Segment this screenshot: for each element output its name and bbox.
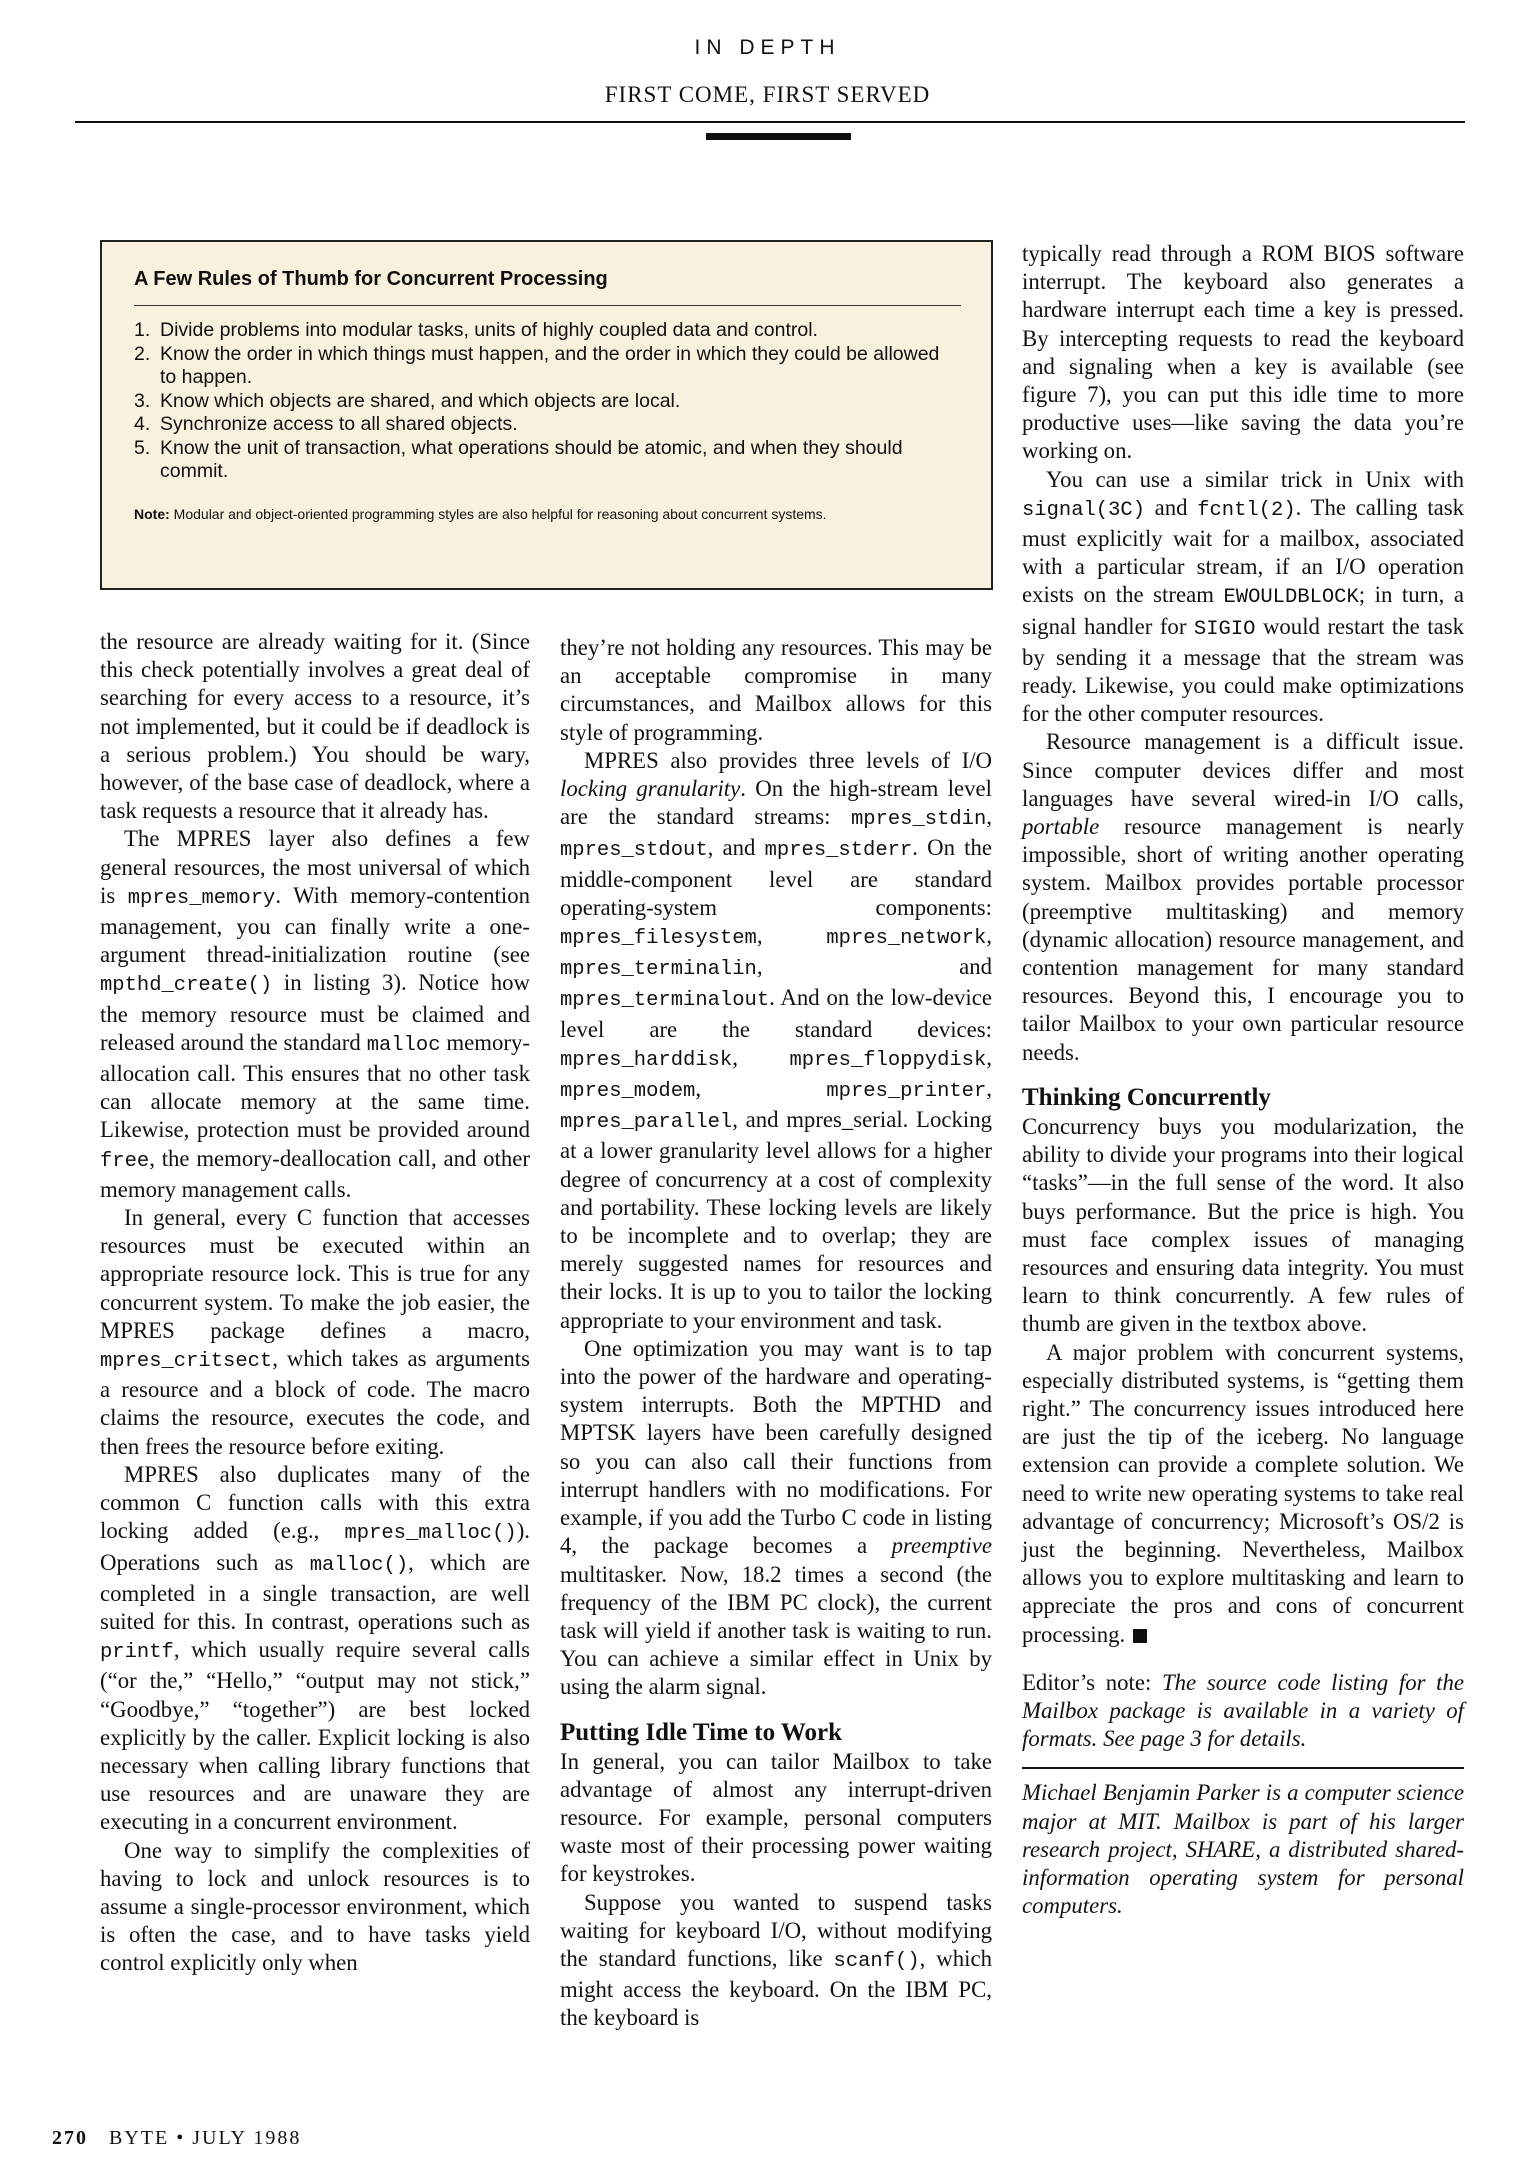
- issue-date: JULY 1988: [192, 2127, 302, 2149]
- header-rule: [75, 121, 1465, 123]
- article-column-2: [560, 634, 992, 2033]
- section-heading: Thinking Concurrently: [1022, 1083, 1271, 1111]
- editors-note: Editor’s note: The source code listing for the Mailbox package is available in a variety of formats. See page 3 for details.: [1022, 1669, 1464, 1752]
- running-headline: FIRST COME, FIRST SERVED: [604, 82, 931, 107]
- bio-divider: [1022, 1767, 1464, 1769]
- page-number: 270: [52, 2127, 88, 2149]
- rule-item: 5. Know the unit of transaction, what operations should be atomic, and when they should commit.: [134, 436, 903, 482]
- paragraph: typically read through a ROM BIOS software interrupt. The keyboard also generates a hardware interrupt each time a key is pressed. By intercepting requests to read the keyboard and signaling when a key is available (see figure 7), you can put this idle time to more productive uses—like saving the data you’re working on.: [1022, 241, 1464, 464]
- header-rule-accent: [706, 133, 851, 140]
- end-of-article-mark: [1133, 1629, 1147, 1643]
- rule-item: 1. Divide problems into modular tasks, units of highly coupled data and control.: [134, 319, 818, 341]
- rule-item: 4. Synchronize access to all shared objects.: [134, 413, 518, 435]
- rules-list: [134, 319, 961, 484]
- article-column-3: [1022, 240, 1464, 1920]
- paragraph: Concurrency buys you modularization, the ability to divide your programs into their logical “tasks”—in the full sense of the word. It also buys performance. But the price is high. You must face complex issues of managing resources and ensuring data integrity. You must learn to think concurrently. A few rules of thumb are given in the textbox above.: [1022, 1113, 1464, 1337]
- rule-item: 2. Know the order in which things must happen, and the order in which they could be allowed to happen.: [134, 342, 940, 388]
- paragraph: You can use a similar trick in Unix with signal(3C) and fcntl(2). The calling task must explicitly wait for a mailbox, associated with a particular stream, if an I/O operation exists on the stream EWOULDBLOCK; in turn, a signal handler for SIGIO would restart the task by sending it a message that the stream was ready. Likewise, you could make optimizations for the other computer resources.: [1022, 466, 1464, 727]
- article-column-1: [100, 628, 530, 1978]
- rules-of-thumb-textbox: [100, 240, 993, 590]
- textbox-divider: [134, 305, 961, 306]
- rule-item: 3. Know which objects are shared, and which objects are local.: [134, 389, 681, 412]
- paragraph: In general, you can tailor Mailbox to take advantage of almost any interrupt-driven resource. For example, personal computers waste most of their processing power waiting for keystrokes.: [560, 1748, 992, 1887]
- paragraph: In general, every C function that accesses resources must be executed within an appropriate resource lock. This is true for any concurrent system. To make the job easier, the MPRES package defines a macro, mpres_critsect, which takes as arguments a resource and a block of code. The macro claims the resource, executes the code, and then frees the resource before exiting.: [100, 1205, 530, 1459]
- page-folio: 270 BYTE • JULY 1988: [52, 2127, 302, 2149]
- paragraph: the resource are already waiting for it. (Since this check potentially involves a great deal of searching for every access to a resource, it’s not implemented, but it could be if deadlock is a serious problem.) You should be wary, however, of the base case of deadlock, where a task requests a resource that it already has.: [100, 629, 530, 824]
- magazine-name: BYTE: [109, 2127, 170, 2149]
- paragraph: Resource management is a difficult issue. Since computer devices differ and most languages have several wired-in I/O calls, portable resource management is nearly impossible, short of writing another operating system. Mailbox provides portable processor (preemptive multitasking) and memory (dynamic allocation) resource management, and contention management for many standard resources. Beyond this, I encourage you to tailor Mailbox to your own particular resource needs.: [1022, 729, 1464, 1065]
- textbox-note: Note: Modular and object-oriented programming styles are also helpful for reasoning about concurrent systems.: [134, 505, 827, 522]
- author-bio: Michael Benjamin Parker is a computer science major at MIT. Mailbox is part of his larger research project, SHARE, a distributed shared-information operating system for personal computers.: [1022, 1780, 1464, 1919]
- section-kicker: IN DEPTH: [694, 36, 841, 59]
- section-heading: Putting Idle Time to Work: [560, 1718, 842, 1746]
- paragraph: The MPRES layer also defines a few general resources, the most universal of which is mpres_memory. With memory-contention management, you can finally write a one-argument thread-initialization routine (see mpthd_create() in listing 3). Notice how the memory resource must be claimed and released around the standard malloc memory-allocation call. This ensures that no other task can allocate memory at the same time. Likewise, protection must be provided around free, the memory-deallocation call, and other memory management calls.: [100, 826, 531, 1202]
- paragraph: they’re not holding any resources. This may be an acceptable compromise in many circumstances, and Mailbox allows for this style of programming.: [560, 635, 992, 745]
- paragraph: Suppose you wanted to suspend tasks waiting for keyboard I/O, without modifying the standard functions, like scanf(), which might access the keyboard. On the IBM PC, the keyboard is: [560, 1889, 992, 2031]
- paragraph: One optimization you may want is to tap into the power of the hardware and operating-system interrupts. Both the MPTHD and MPTSK layers have been carefully designed so you can also call their functions from interrupt handlers with no modifications. For example, if you add the Turbo C code in listing 4, the package becomes a preemptive multitasker. Now, 18.2 times a second (the frequency of the IBM PC clock), the current task will yield if another task is waiting to run. You can achieve a similar effect in Unix by using the alarm signal.: [560, 1335, 992, 1700]
- textbox-title: A Few Rules of Thumb for Concurrent Processing: [134, 268, 608, 290]
- paragraph: MPRES also provides three levels of I/O locking granularity. On the high-stream level are the standard streams: mpres_stdin, mpres_stdout, and mpres_stderr. On the middle-component level are standard operating-system components: mpres_filesystem, mpres_network, mpres_terminalin, and mpres_terminalout. And on the low-device level are the standard devices: mpres_harddisk, mpres_floppydisk, mpres_modem, mpres_printer, mpres_parallel, and mpres_serial. Locking at a lower granularity level allows for a higher degree of concurrency at a cost of complexity and portability. These locking levels are likely to be incomplete and to overlap; they are merely suggested names for resources and their locks. It is up to you to tailor the locking appropriate to your environment and task.: [560, 747, 993, 1333]
- paragraph: A major problem with concurrent systems, especially distributed systems, is “getting them right.” The concurrency issues introduced here are just the tip of the iceberg. No language extension can provide a complete solution. We need to write new operating systems to take real advantage of concurrency; Microsoft’s OS/2 is just the beginning. Nevertheless, Mailbox allows you to explore multitasking and learn to appreciate the pros and cons of concurrent processing.: [1022, 1339, 1464, 1647]
- paragraph: One way to simplify the complexities of having to lock and unlock resources is to assume a single-processor environment, which is often the case, and to have tasks yield control explicitly only when: [100, 1837, 530, 1976]
- paragraph: MPRES also duplicates many of the common C function calls with this extra locking added (e.g., mpres_malloc()). Operations such as malloc(), which are completed in a single transaction, are well suited for this. In contrast, operations such as printf, which usually require several calls (“or the,” “Hello,” “output may not stick,” “Goodbye,” “together”) are best locked explicitly by the caller. Explicit locking is also necessary when calling library functions that use resources and are unaware they are executing in a concurrent environment.: [100, 1461, 531, 1835]
